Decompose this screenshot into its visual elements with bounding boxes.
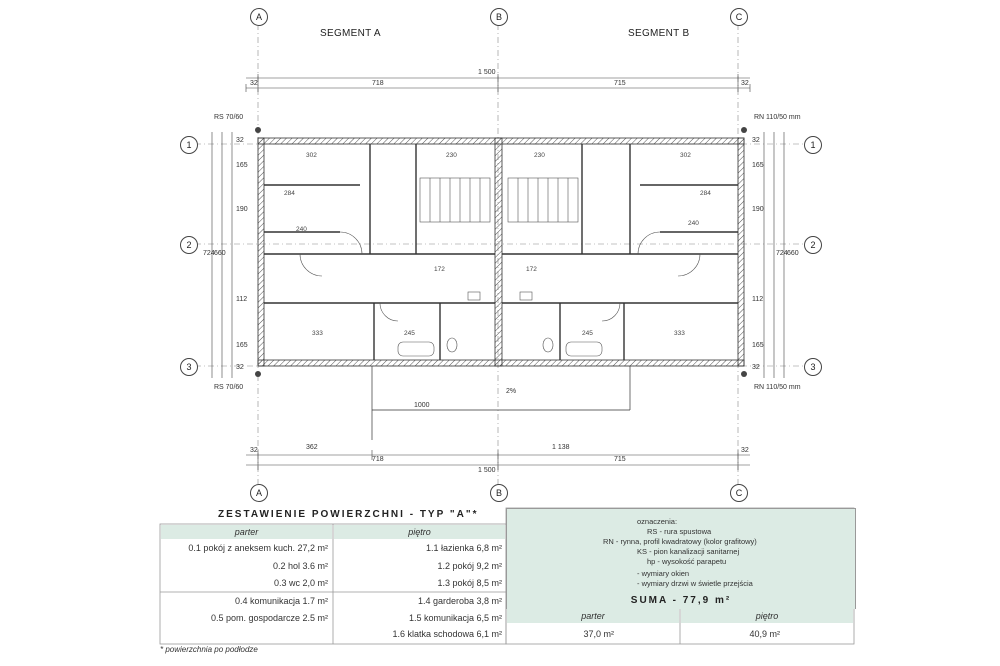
- room-label: 245: [404, 330, 415, 337]
- room-label: 302: [306, 152, 317, 159]
- room-label: 302: [680, 152, 691, 159]
- dim-left-outer-0: 724: [203, 250, 215, 257]
- room-label: 333: [312, 330, 323, 337]
- col-header-parter: parter: [161, 525, 332, 539]
- dim-total-top: 1 500: [478, 69, 496, 76]
- summary-title: ZESTAWIENIE POWIERZCHNI - TYP "A"*: [218, 509, 479, 520]
- dim-bottom-2: 1 138: [552, 444, 570, 451]
- legend-line: - wymiary drzwi w świetle przejścia: [637, 579, 753, 588]
- dim-top-3: 32: [741, 80, 749, 87]
- grid-axis-2-right: 2: [804, 236, 822, 254]
- parter-row: 0.5 pom. gospodarcze 2.5 m²: [210, 613, 328, 623]
- dim-right-0: 32: [752, 137, 760, 144]
- rs-label-top: RS 70/60: [214, 114, 244, 121]
- parter-row: 0.2 hol 3.6 m²: [272, 561, 328, 571]
- dim-bottom-b-0: 718: [372, 456, 384, 463]
- legend-heading: oznaczenia:: [637, 517, 678, 526]
- grid-axis-1-right: 1: [804, 136, 822, 154]
- legend-line: KS - pion kanalizacji sanitarnej: [637, 547, 740, 556]
- parter-row: 0.3 wc 2,0 m²: [273, 578, 328, 588]
- suma-total: SUMA - 77,9 m²: [506, 592, 856, 609]
- room-label: 284: [700, 190, 711, 197]
- legend-box: [506, 508, 856, 594]
- dim-left-4: 165: [236, 342, 248, 349]
- grid-axis-a-bottom: A: [250, 484, 268, 502]
- dim-left-5: 32: [236, 364, 244, 371]
- pietro-row: 1.1 łazienka 6,8 m²: [425, 543, 502, 553]
- dim-bottom-0: 32: [250, 447, 258, 454]
- dim-bottom-1: 362: [306, 444, 318, 451]
- dim-left-0: 32: [236, 137, 244, 144]
- room-label: 240: [688, 220, 699, 227]
- legend-line: RS - rura spustowa: [647, 527, 712, 536]
- dim-top-1: 718: [372, 80, 384, 87]
- grid-axis-3-left: 3: [180, 358, 198, 376]
- dim-top-2: 715: [614, 80, 626, 87]
- parter-row: 0.4 komunikacja 1.7 m²: [234, 596, 328, 606]
- dim-right-2: 190: [752, 206, 764, 213]
- dim-right-5: 32: [752, 364, 760, 371]
- dim-right-1: 165: [752, 162, 764, 169]
- grid-axis-2-left: 2: [180, 236, 198, 254]
- dim-right-3: 112: [752, 296, 764, 303]
- suma-col-parter: parter: [507, 609, 679, 623]
- grid-axis-b-bottom: B: [490, 484, 508, 502]
- dim-top-0: 32: [250, 80, 258, 87]
- pietro-row: 1.5 komunikacja 6,5 m²: [408, 613, 502, 623]
- dim-right-4: 165: [752, 342, 764, 349]
- grid-axis-a-top: A: [250, 8, 268, 26]
- dim-right-outer-0: 724: [776, 250, 788, 257]
- room-label: 172: [526, 266, 537, 273]
- dim-bottom-b-1: 715: [614, 456, 626, 463]
- rn-label-top: RN 110/50 mm: [754, 114, 801, 121]
- col-header-pietro: piętro: [334, 525, 505, 539]
- grid-axis-c-top: C: [730, 8, 748, 26]
- segment-a-title: SEGMENT A: [320, 28, 381, 39]
- dim-total-bottom: 1 500: [478, 467, 496, 474]
- legend-line: - wymiary okien: [637, 569, 690, 578]
- footnote: * powierzchnia po podłodze: [160, 645, 258, 654]
- pietro-row: 1.4 garderoba 3,8 m²: [417, 596, 502, 606]
- room-label: 240: [296, 226, 307, 233]
- pietro-row: 1.6 klatka schodowa 6,1 m²: [392, 629, 502, 639]
- legend-line: RN - rynna, profil kwadratowy (kolor grafitowy): [603, 537, 757, 546]
- room-label: 284: [284, 190, 295, 197]
- suma-parter-value: 37,0 m²: [583, 629, 614, 639]
- room-label: 230: [534, 152, 545, 159]
- room-label: 245: [582, 330, 593, 337]
- segment-b-title: SEGMENT B: [628, 28, 690, 39]
- dim-bottom-3: 32: [741, 447, 749, 454]
- grid-axis-3-right: 3: [804, 358, 822, 376]
- dim-left-1: 165: [236, 162, 248, 169]
- slope-label: 2%: [506, 388, 517, 395]
- grid-axis-1-left: 1: [180, 136, 198, 154]
- dim-1000: 1000: [414, 402, 430, 409]
- rs-label-bottom: RS 70/60: [214, 384, 244, 391]
- dim-left-3: 112: [236, 296, 248, 303]
- suma-col-pietro: piętro: [681, 609, 853, 623]
- dim-right-outer-1: 660: [787, 250, 799, 257]
- suma-pietro-value: 40,9 m²: [749, 629, 780, 639]
- rn-label-bottom: RN 110/50 mm: [754, 384, 801, 391]
- pietro-row: 1.2 pokój 9,2 m²: [437, 561, 502, 571]
- grid-axis-c-bottom: C: [730, 484, 748, 502]
- pietro-row: 1.3 pokój 8,5 m²: [437, 578, 502, 588]
- dim-left-2: 190: [236, 206, 248, 213]
- legend-line: hp - wysokość parapetu: [647, 557, 727, 566]
- room-label: 230: [446, 152, 457, 159]
- room-label: 333: [674, 330, 685, 337]
- room-label: 172: [434, 266, 445, 273]
- parter-row: 0.1 pokój z aneksem kuch. 27,2 m²: [188, 543, 328, 553]
- grid-axis-b-top: B: [490, 8, 508, 26]
- dim-left-outer-1: 660: [214, 250, 226, 257]
